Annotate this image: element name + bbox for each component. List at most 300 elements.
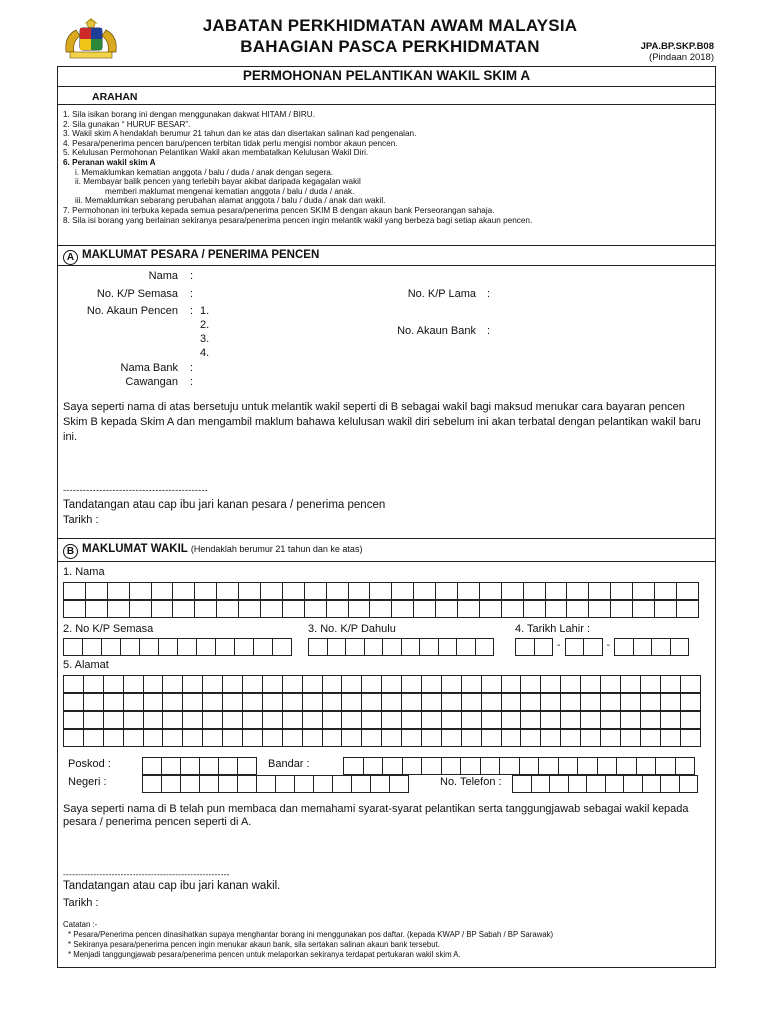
char-box[interactable] [583,638,603,656]
char-box[interactable] [282,693,303,711]
char-box[interactable] [475,638,495,656]
char-box[interactable] [600,675,621,693]
char-box[interactable] [545,582,568,600]
char-box[interactable] [216,582,239,600]
char-box[interactable] [540,729,561,747]
char-box[interactable] [63,675,84,693]
char-box[interactable] [597,757,618,775]
char-box[interactable] [162,675,183,693]
char-box[interactable] [460,757,481,775]
wakil-kp-semasa-label: 2. No K/P Semasa [63,623,154,635]
char-box[interactable] [103,675,124,693]
char-box[interactable] [381,729,402,747]
char-box[interactable] [480,757,501,775]
char-box[interactable] [63,600,86,618]
char-box[interactable] [441,711,462,729]
char-box[interactable] [313,775,333,793]
char-box[interactable] [501,729,522,747]
char-box[interactable] [600,693,621,711]
char-box[interactable] [605,775,625,793]
char-box[interactable] [103,729,124,747]
char-box[interactable] [402,757,423,775]
char-box[interactable] [180,757,200,775]
char-box[interactable] [540,693,561,711]
cawangan-label: Cawangan [125,376,178,388]
char-box[interactable] [348,600,371,618]
char-box[interactable] [361,693,382,711]
char-box[interactable] [143,729,164,747]
char-box[interactable] [341,675,362,693]
char-box[interactable] [586,775,606,793]
char-box[interactable] [182,711,203,729]
char-box[interactable] [520,693,541,711]
char-box[interactable] [341,711,362,729]
alamat-grid-row[interactable] [63,675,700,693]
char-box[interactable] [348,582,371,600]
char-box[interactable] [322,675,343,693]
char-box[interactable] [568,775,588,793]
char-box[interactable] [676,582,699,600]
char-box[interactable] [345,638,365,656]
colon: : [487,325,491,337]
char-box[interactable] [421,711,442,729]
char-box[interactable] [401,693,422,711]
char-box[interactable] [161,757,181,775]
char-box[interactable] [660,693,681,711]
char-box[interactable] [438,638,458,656]
akaun-pencen-label: No. Akaun Pencen [86,305,178,317]
char-box[interactable] [182,693,203,711]
char-box[interactable] [222,729,243,747]
char-box[interactable] [614,638,634,656]
form-revision: (Pindaan 2018) [649,52,714,63]
wakil-kp-dahulu-label: 3. No. K/P Dahulu [308,623,396,635]
char-box[interactable] [351,775,371,793]
char-box[interactable] [143,675,164,693]
char-box[interactable] [441,693,462,711]
char-box[interactable] [177,638,197,656]
char-box[interactable] [670,638,690,656]
char-box[interactable] [63,638,83,656]
char-box[interactable] [361,729,382,747]
section-a-badge: A [63,250,78,265]
char-box[interactable] [172,600,195,618]
telefon-grid[interactable] [512,775,697,793]
char-box[interactable] [162,693,183,711]
char-box[interactable] [260,600,283,618]
char-box[interactable] [123,729,144,747]
char-box[interactable] [139,638,159,656]
nama-grid-row2[interactable] [63,600,698,618]
char-box[interactable] [580,729,601,747]
section-b-heading [63,543,362,559]
char-box[interactable] [382,638,402,656]
kp-dahulu-grid[interactable] [308,638,493,656]
instruction-subitem: iii. Memaklumkan sebarang perubahan alamat anggota / balu / duda / anak dan wakil. [75,196,386,206]
char-box[interactable] [199,757,219,775]
divider [57,245,716,246]
char-box[interactable] [421,757,442,775]
char-box[interactable] [419,638,439,656]
char-box[interactable] [180,775,200,793]
char-box[interactable] [85,582,108,600]
char-box[interactable] [322,711,343,729]
signature-label: Tandatangan atau cap ibu jari kanan wakil. [63,880,281,892]
char-box[interactable] [238,582,261,600]
char-box[interactable] [560,711,581,729]
char-box[interactable] [196,638,216,656]
instruction-item: 4. Pesara/penerima pencen baru/pencen terbitan tidak perlu mengisi nombor akaun pencen. [63,138,398,148]
char-box[interactable] [182,729,203,747]
char-box[interactable] [481,729,502,747]
char-box[interactable] [616,757,637,775]
char-box[interactable] [370,775,390,793]
char-box[interactable] [680,711,701,729]
char-box[interactable] [389,775,409,793]
bandar-grid[interactable] [343,757,694,775]
char-box[interactable] [479,600,502,618]
char-box[interactable] [85,600,108,618]
char-box[interactable] [237,757,257,775]
char-box[interactable] [654,600,677,618]
tarikh-lahir-grid[interactable] [515,638,688,656]
char-box[interactable] [640,693,661,711]
char-box[interactable] [435,582,458,600]
date-separator: - [557,640,561,651]
char-box[interactable] [143,693,164,711]
char-box[interactable] [441,757,462,775]
char-box[interactable] [381,693,402,711]
char-box[interactable] [640,711,661,729]
divider [57,86,716,87]
char-box[interactable] [282,711,303,729]
char-box[interactable] [242,693,263,711]
char-box[interactable] [421,729,442,747]
char-box[interactable] [341,693,362,711]
char-box[interactable] [120,638,140,656]
char-box[interactable] [680,675,701,693]
char-box[interactable] [600,711,621,729]
char-box[interactable] [202,693,223,711]
char-box[interactable] [218,775,238,793]
char-box[interactable] [369,600,392,618]
alamat-grid-row[interactable] [63,693,700,711]
char-box[interactable] [588,600,611,618]
char-box[interactable] [538,757,559,775]
char-box[interactable] [580,693,601,711]
char-box[interactable] [401,638,421,656]
char-box[interactable] [82,638,102,656]
nama-grid-row1[interactable] [63,582,698,600]
instruction-item: 2. Sila gunakan “ HURUF BESAR”. [63,119,191,129]
char-box[interactable] [540,711,561,729]
char-box[interactable] [501,582,524,600]
char-box[interactable] [520,729,541,747]
char-box[interactable] [332,775,352,793]
char-box[interactable] [441,729,462,747]
char-box[interactable] [302,711,323,729]
poskod-grid[interactable] [142,757,256,775]
char-box[interactable] [302,693,323,711]
char-box[interactable] [515,638,535,656]
kp-semasa-grid[interactable] [63,638,291,656]
note-item: * Pesara/Penerima pencen dinasihatkan supaya menghantar borang ini menggunakan pos daftar. (kepada KWAP / BP Sabah / BP Sarawak) [68,930,554,939]
char-box[interactable] [461,729,482,747]
char-box[interactable] [123,693,144,711]
char-box[interactable] [282,600,305,618]
char-box[interactable] [194,582,217,600]
negeri-grid[interactable] [142,775,408,793]
char-box[interactable] [456,638,476,656]
char-box[interactable] [234,638,254,656]
char-box[interactable] [129,582,152,600]
char-box[interactable] [262,729,283,747]
char-box[interactable] [199,775,219,793]
char-box[interactable] [294,775,314,793]
char-box[interactable] [461,675,482,693]
char-box[interactable] [620,729,641,747]
char-box[interactable] [640,675,661,693]
char-box[interactable] [565,638,585,656]
char-box[interactable] [441,675,462,693]
char-box[interactable] [401,675,422,693]
char-box[interactable] [679,775,699,793]
char-box[interactable] [391,582,414,600]
char-box[interactable] [520,675,541,693]
char-box[interactable] [580,711,601,729]
char-box[interactable] [63,693,84,711]
char-box[interactable] [642,775,662,793]
char-box[interactable] [651,638,671,656]
char-box[interactable] [343,757,364,775]
char-box[interactable] [237,775,257,793]
char-box[interactable] [545,600,568,618]
char-box[interactable] [322,729,343,747]
char-box[interactable] [523,600,546,618]
char-box[interactable] [401,729,422,747]
char-box[interactable] [327,638,347,656]
char-box[interactable] [461,693,482,711]
char-box[interactable] [262,693,283,711]
date-separator: - [606,640,610,651]
char-box[interactable] [361,675,382,693]
char-box[interactable] [304,582,327,600]
char-box[interactable] [558,757,579,775]
char-box[interactable] [242,711,263,729]
alamat-grid-row[interactable] [63,711,700,729]
char-box[interactable] [103,711,124,729]
char-box[interactable] [520,711,541,729]
char-box[interactable] [381,675,402,693]
char-box[interactable] [479,582,502,600]
char-box[interactable] [253,638,273,656]
char-box[interactable] [361,711,382,729]
char-box[interactable] [566,600,589,618]
char-box[interactable] [151,600,174,618]
char-box[interactable] [308,638,328,656]
char-box[interactable] [143,711,164,729]
char-box[interactable] [262,711,283,729]
char-box[interactable] [172,582,195,600]
char-box[interactable] [272,638,292,656]
char-box[interactable] [161,775,181,793]
char-box[interactable] [158,638,178,656]
char-box[interactable] [623,775,643,793]
char-box[interactable] [218,757,238,775]
char-box[interactable] [481,675,502,693]
char-box[interactable] [83,675,104,693]
char-box[interactable] [260,582,283,600]
char-box[interactable] [302,729,323,747]
char-box[interactable] [660,775,680,793]
telefon-label: No. Telefon : [440,776,502,788]
char-box[interactable] [457,600,480,618]
char-box[interactable] [222,675,243,693]
char-box[interactable] [560,693,581,711]
char-box[interactable] [282,582,305,600]
alamat-grid-row[interactable] [63,729,700,747]
section-b-badge: B [63,544,78,559]
char-box[interactable] [107,600,130,618]
char-box[interactable] [182,675,203,693]
char-box[interactable] [560,729,581,747]
char-box[interactable] [654,582,677,600]
char-box[interactable] [512,775,532,793]
char-box[interactable] [413,600,436,618]
char-box[interactable] [588,582,611,600]
char-box[interactable] [242,675,263,693]
char-box[interactable] [580,675,601,693]
char-box[interactable] [675,757,696,775]
char-box[interactable] [501,600,524,618]
char-box[interactable] [680,729,701,747]
char-box[interactable] [83,711,104,729]
char-box[interactable] [275,775,295,793]
char-box[interactable] [660,675,681,693]
char-box[interactable] [461,711,482,729]
char-box[interactable] [660,711,681,729]
nama-bank-label: Nama Bank [120,362,178,374]
char-box[interactable] [633,638,653,656]
char-box[interactable] [107,582,130,600]
char-box[interactable] [142,775,162,793]
char-box[interactable] [413,582,436,600]
char-box[interactable] [620,711,641,729]
char-box[interactable] [123,711,144,729]
char-box[interactable] [103,693,124,711]
char-box[interactable] [282,675,303,693]
char-box[interactable] [540,675,561,693]
char-box[interactable] [215,638,235,656]
char-box[interactable] [202,675,223,693]
char-box[interactable] [63,729,84,747]
char-box[interactable] [101,638,121,656]
char-box[interactable] [63,711,84,729]
char-box[interactable] [523,582,546,600]
char-box[interactable] [676,600,699,618]
char-box[interactable] [680,693,701,711]
char-box[interactable] [560,675,581,693]
char-box[interactable] [435,600,458,618]
char-box[interactable] [501,711,522,729]
char-box[interactable] [322,693,343,711]
char-box[interactable] [162,729,183,747]
char-box[interactable] [640,729,661,747]
char-box[interactable] [381,711,402,729]
char-box[interactable] [534,638,554,656]
char-box[interactable] [129,600,152,618]
char-box[interactable] [151,582,174,600]
char-box[interactable] [531,775,551,793]
char-box[interactable] [123,675,144,693]
char-box[interactable] [655,757,676,775]
char-box[interactable] [660,729,681,747]
char-box[interactable] [577,757,598,775]
char-box[interactable] [363,757,384,775]
char-box[interactable] [341,729,362,747]
char-box[interactable] [391,600,414,618]
char-box[interactable] [238,600,261,618]
char-box[interactable] [326,600,349,618]
char-box[interactable] [382,757,403,775]
char-box[interactable] [600,729,621,747]
char-box[interactable] [83,693,104,711]
char-box[interactable] [83,729,104,747]
char-box[interactable] [499,757,520,775]
char-box[interactable] [636,757,657,775]
char-box[interactable] [620,675,641,693]
colon: : [190,362,194,374]
char-box[interactable] [610,600,633,618]
nama-label: Nama [148,270,178,282]
char-box[interactable] [302,675,323,693]
char-box[interactable] [620,693,641,711]
char-box[interactable] [194,600,217,618]
char-box[interactable] [421,693,442,711]
char-box[interactable] [632,582,655,600]
char-box[interactable] [632,600,655,618]
char-box[interactable] [610,582,633,600]
char-box[interactable] [216,600,239,618]
char-box[interactable] [304,600,327,618]
char-box[interactable] [457,582,480,600]
char-box[interactable] [421,675,442,693]
char-box[interactable] [326,582,349,600]
char-box[interactable] [162,711,183,729]
char-box[interactable] [242,729,263,747]
char-box[interactable] [481,693,502,711]
char-box[interactable] [369,582,392,600]
char-box[interactable] [566,582,589,600]
char-box[interactable] [63,582,86,600]
char-box[interactable] [202,729,223,747]
char-box[interactable] [501,693,522,711]
char-box[interactable] [519,757,540,775]
char-box[interactable] [401,711,422,729]
wakil-nama-label: 1. Nama [63,566,105,578]
char-box[interactable] [481,711,502,729]
char-box[interactable] [364,638,384,656]
char-box[interactable] [282,729,303,747]
char-box[interactable] [256,775,276,793]
char-box[interactable] [142,757,162,775]
char-box[interactable] [549,775,569,793]
char-box[interactable] [202,711,223,729]
char-box[interactable] [262,675,283,693]
char-box[interactable] [222,693,243,711]
char-box[interactable] [222,711,243,729]
char-box[interactable] [501,675,522,693]
